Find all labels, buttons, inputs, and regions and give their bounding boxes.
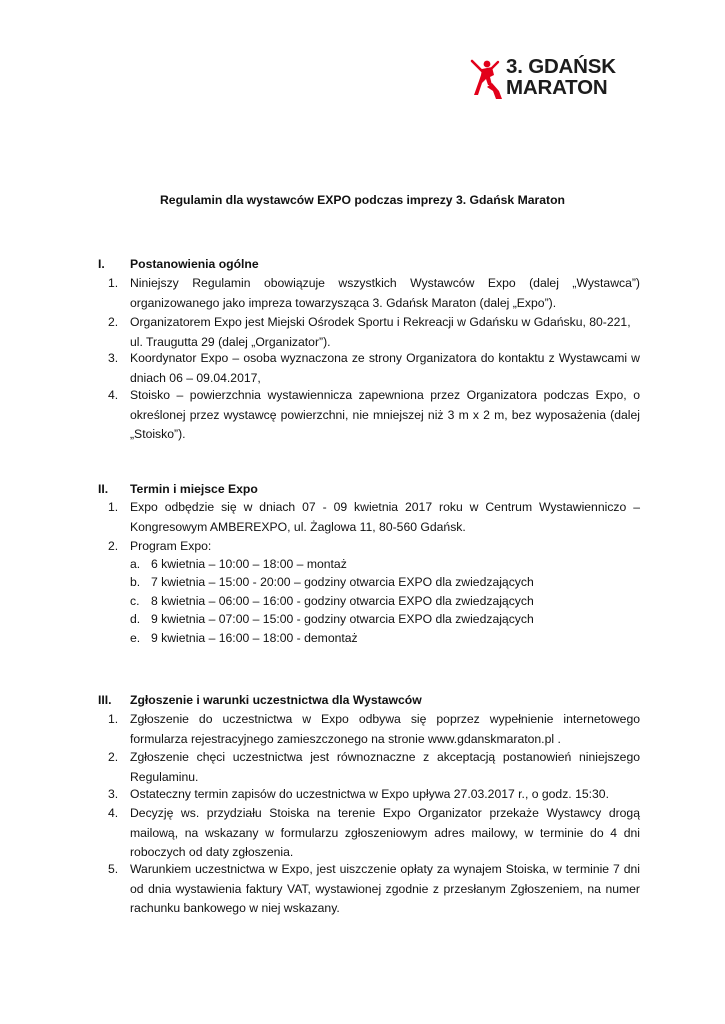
- item-number: 4.: [108, 806, 119, 820]
- item-number: 4.: [108, 388, 119, 402]
- section-heading-1: [98, 255, 259, 274]
- program-letter: e.: [130, 631, 141, 645]
- program-text: 6 kwietnia – 10:00 – 18:00 – montaż: [151, 557, 347, 571]
- logo: [468, 55, 628, 103]
- program-text: 9 kwietnia – 07:00 – 15:00 - godziny otwarcia EXPO dla zwiedzających: [151, 612, 534, 626]
- program-text: 9 kwietnia – 16:00 – 18:00 - demontaż: [151, 631, 358, 645]
- item-text: Zgłoszenie do uczestnictwa w Expo odbywa się poprzez wypełnienie internetowego formularza rejestracyjnego zamieszczonego na stronie www.gdanskmaraton.pl .: [130, 712, 640, 746]
- item-text: Stoisko – powierzchnia wystawiennicza zapewniona przez Organizatora podczas Expo, o określonej przez wystawcę powierzchni, nie mniejszej niż 3 m x 2 m, bez wyposażenia (dalej „Stoisko”).: [130, 388, 640, 441]
- section-title: Termin i miejsce Expo: [130, 482, 258, 496]
- item-number: 2.: [108, 750, 119, 764]
- program-item: [130, 592, 534, 611]
- item-number: 3.: [108, 787, 119, 801]
- logo-line-2: MARATON: [506, 76, 608, 99]
- list-item: [108, 785, 640, 805]
- item-text: Warunkiem uczestnictwa w Expo, jest uiszczenie opłaty za wynajem Stoiska, w terminie 7 dni od dnia wystawienia faktury VAT, wystawionej zgodnie z przesłanym Zgłoszeniem, na numer rachunku bankowego w niej wskazany.: [130, 862, 640, 915]
- program-item: [130, 573, 534, 592]
- logo-wordmark: [506, 56, 616, 98]
- section-heading-2: [98, 480, 258, 499]
- item-number: 1.: [108, 500, 119, 514]
- item-number: 1.: [108, 276, 119, 290]
- list-item: [108, 498, 640, 537]
- program-text: 7 kwietnia – 15:00 - 20:00 – godziny otwarcia EXPO dla zwiedzających: [151, 575, 534, 589]
- program-item: [130, 555, 347, 574]
- item-number: 1.: [108, 712, 119, 726]
- list-item: [108, 313, 640, 352]
- item-text: Expo odbędzie się w dniach 07 - 09 kwietnia 2017 roku w Centrum Wystawienniczo – Kongresowym AMBEREXPO, ul. Żaglowa 11, 80-560 Gdańsk.: [130, 500, 640, 534]
- logo-line-1: 3. GDAŃSK: [506, 55, 616, 78]
- list-item: [108, 860, 640, 919]
- item-text: Ostateczny termin zapisów do uczestnictwa w Expo upływa 27.03.2017 r., o godz. 15:30.: [130, 787, 609, 801]
- item-number: 5.: [108, 862, 119, 876]
- program-letter: b.: [130, 575, 141, 589]
- item-text: Program Expo:: [130, 539, 212, 553]
- section-numeral: I.: [98, 257, 105, 271]
- item-text: Niniejszy Regulamin obowiązuje wszystkich Wystawców Expo (dalej „Wystawca”) organizowanego jako impreza towarzysząca 3. Gdańsk Maraton (dalej „Expo”).: [130, 276, 640, 310]
- section-title: Postanowienia ogólne: [130, 257, 259, 271]
- item-text: Koordynator Expo – osoba wyznaczona ze strony Organizatora do kontaktu z Wystawcami w dniach 06 – 09.04.2017,: [130, 351, 640, 385]
- list-item: [108, 274, 640, 313]
- item-number: 2.: [108, 315, 119, 329]
- item-text: Organizatorem Expo jest Miejski Ośrodek Sportu i Rekreacji w Gdańsku w Gdańsku, 80-221, ul. Traugutta 29 (dalej „Organizator”).: [130, 315, 631, 349]
- document-title: Regulamin dla wystawców EXPO podczas imprezy 3. Gdańsk Maraton: [159, 193, 565, 207]
- list-item: [108, 537, 640, 557]
- program-text: 8 kwietnia – 06:00 – 16:00 - godziny otwarcia EXPO dla zwiedzających: [151, 594, 534, 608]
- runner-statue-icon: [468, 55, 504, 101]
- list-item: [108, 386, 640, 445]
- list-item: [108, 748, 640, 787]
- section-numeral: III.: [98, 693, 112, 707]
- section-heading-3: [98, 691, 422, 710]
- item-number: 2.: [108, 539, 119, 553]
- item-number: 3.: [108, 351, 119, 365]
- item-text: Zgłoszenie chęci uczestnictwa jest równoznaczne z akceptacją postanowień niniejszego Regulaminu.: [130, 750, 640, 784]
- section-numeral: II.: [98, 482, 109, 496]
- program-letter: d.: [130, 612, 141, 626]
- item-text: Decyzję ws. przydziału Stoiska na terenie Expo Organizator przekaże Wystawcy drogą mailową, na wskazany w formularzu zgłoszeniowym adres mailowy, w terminie do 4 dni roboczych od daty zgłoszenia.: [130, 806, 640, 859]
- section-title: Zgłoszenie i warunki uczestnictwa dla Wystawców: [130, 693, 422, 707]
- list-item: [108, 710, 640, 749]
- program-letter: a.: [130, 557, 141, 571]
- program-item: [130, 629, 358, 648]
- program-item: [130, 610, 534, 629]
- list-item: [108, 349, 640, 388]
- program-letter: c.: [130, 594, 140, 608]
- list-item: [108, 804, 640, 863]
